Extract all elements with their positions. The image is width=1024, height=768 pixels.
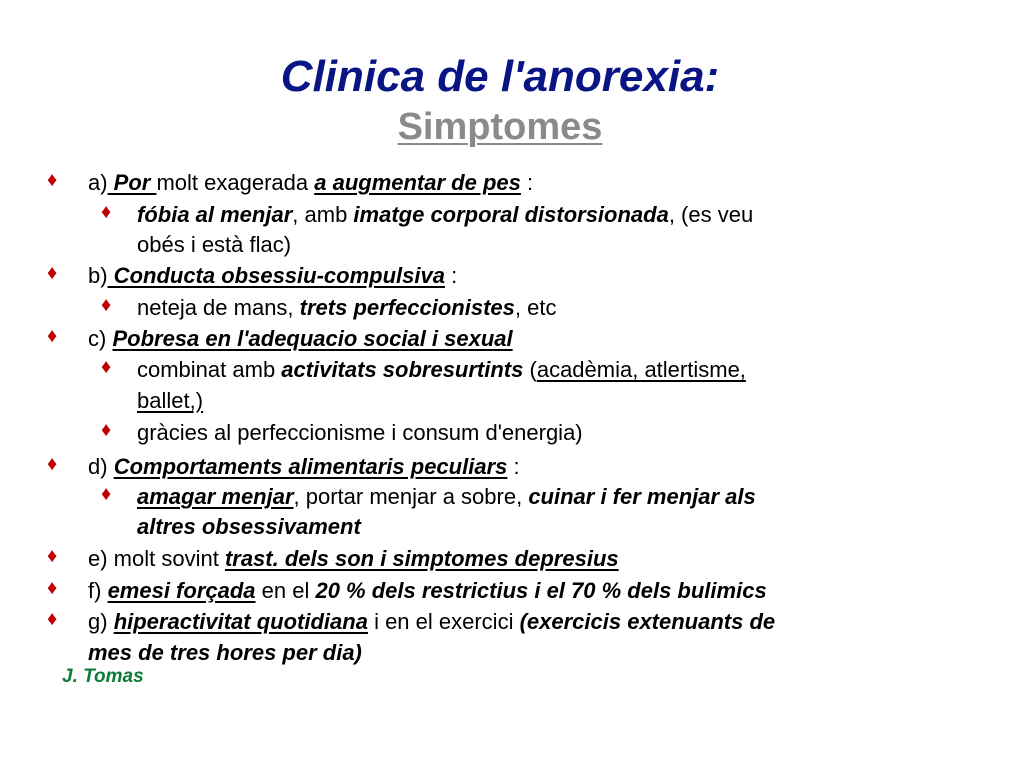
list-item-b — [88, 260, 457, 291]
diamond-bullet-icon: ♦ — [101, 201, 112, 223]
item-text: c) — [88, 326, 113, 351]
slide-title: Clinica de l'anorexia: — [280, 52, 720, 101]
item-text: : — [520, 170, 534, 195]
item-emphasis: altres obsessivament — [137, 514, 361, 539]
item-text: molt exagerada — [156, 170, 315, 195]
item-emphasis: (exercicis extenuants de — [519, 609, 776, 634]
list-subitem-a1-cont: obés i està flac) — [137, 232, 292, 257]
item-text: ( — [523, 357, 537, 382]
item-text: , (es veu — [668, 202, 754, 227]
diamond-bullet-icon: ♦ — [47, 325, 58, 347]
list-subitem-c2: gràcies al perfeccionisme i consum d'energia) — [137, 420, 583, 445]
item-emphasis: activitats sobresurtints — [281, 357, 524, 382]
item-emphasis: cuinar i fer menjar als — [528, 484, 756, 509]
item-text: : — [507, 454, 520, 479]
list-item-g-cont — [88, 637, 362, 668]
diamond-bullet-icon: ♦ — [47, 453, 58, 475]
list-item-g — [88, 606, 775, 637]
item-text: a) — [88, 170, 108, 195]
item-emphasis: Comportaments alimentaris peculiars — [113, 454, 508, 479]
item-text: f) — [88, 578, 108, 603]
item-text: d) — [88, 454, 114, 479]
item-emphasis: Conducta obsessiu-compulsiva — [107, 263, 445, 288]
list-item-d — [88, 451, 520, 482]
item-emphasis: trets perfeccionistes — [299, 295, 515, 320]
item-text: : — [444, 263, 458, 288]
item-text: en el — [255, 578, 316, 603]
list-subitem-b1 — [137, 292, 556, 323]
list-item-a — [88, 167, 533, 198]
slide-subtitle — [0, 106, 1000, 149]
diamond-bullet-icon: ♦ — [47, 169, 58, 191]
diamond-bullet-icon: ♦ — [47, 262, 58, 284]
diamond-bullet-icon: ♦ — [47, 545, 58, 567]
diamond-bullet-icon: ♦ — [47, 577, 58, 599]
list-subitem-c1-cont — [137, 385, 203, 416]
item-underlined: acadèmia, atlertisme, — [536, 357, 746, 382]
item-text: , etc — [514, 295, 557, 320]
list-subitem-c1 — [137, 354, 746, 385]
item-text: e) molt sovint — [88, 546, 225, 571]
subtitle-text: Simptomes — [397, 106, 603, 148]
list-subitem-d1 — [137, 481, 756, 512]
item-text: neteja de mans, — [137, 295, 300, 320]
diamond-bullet-icon: ♦ — [101, 356, 112, 378]
item-text: g) — [88, 609, 114, 634]
list-item-f — [88, 575, 767, 606]
item-emphasis: mes de tres hores per dia) — [88, 640, 362, 665]
item-emphasis: amagar menjar — [137, 484, 294, 509]
item-emphasis: 20 % dels restrictius i el 70 % dels bulimics — [315, 578, 767, 603]
item-text: b) — [88, 263, 108, 288]
item-emphasis: fóbia al menjar — [137, 202, 293, 227]
author-credit: J. Tomas — [62, 666, 144, 687]
item-underlined: ballet,) — [137, 388, 204, 413]
list-subitem-a1 — [137, 199, 753, 230]
item-emphasis: trast. dels son i simptomes depresius — [224, 546, 619, 571]
diamond-bullet-icon: ♦ — [101, 419, 112, 441]
diamond-bullet-icon: ♦ — [101, 483, 112, 505]
list-subitem-d1-cont — [137, 511, 361, 542]
list-item-e — [88, 543, 619, 574]
item-text: i en el exercici — [367, 609, 520, 634]
item-emphasis: Por — [107, 170, 157, 195]
item-text: , amb — [292, 202, 354, 227]
item-text: combinat amb — [137, 357, 282, 382]
item-emphasis: hiperactivitat quotidiana — [113, 609, 368, 634]
item-emphasis: Pobresa en l'adequacio social i sexual — [112, 326, 513, 351]
item-emphasis: emesi forçada — [107, 578, 256, 603]
diamond-bullet-icon: ♦ — [47, 608, 58, 630]
item-text: , portar menjar a sobre, — [293, 484, 529, 509]
item-emphasis: imatge corporal distorsionada — [353, 202, 669, 227]
item-emphasis: a augmentar de pes — [314, 170, 521, 195]
list-item-c — [88, 323, 513, 354]
diamond-bullet-icon: ♦ — [101, 294, 112, 316]
